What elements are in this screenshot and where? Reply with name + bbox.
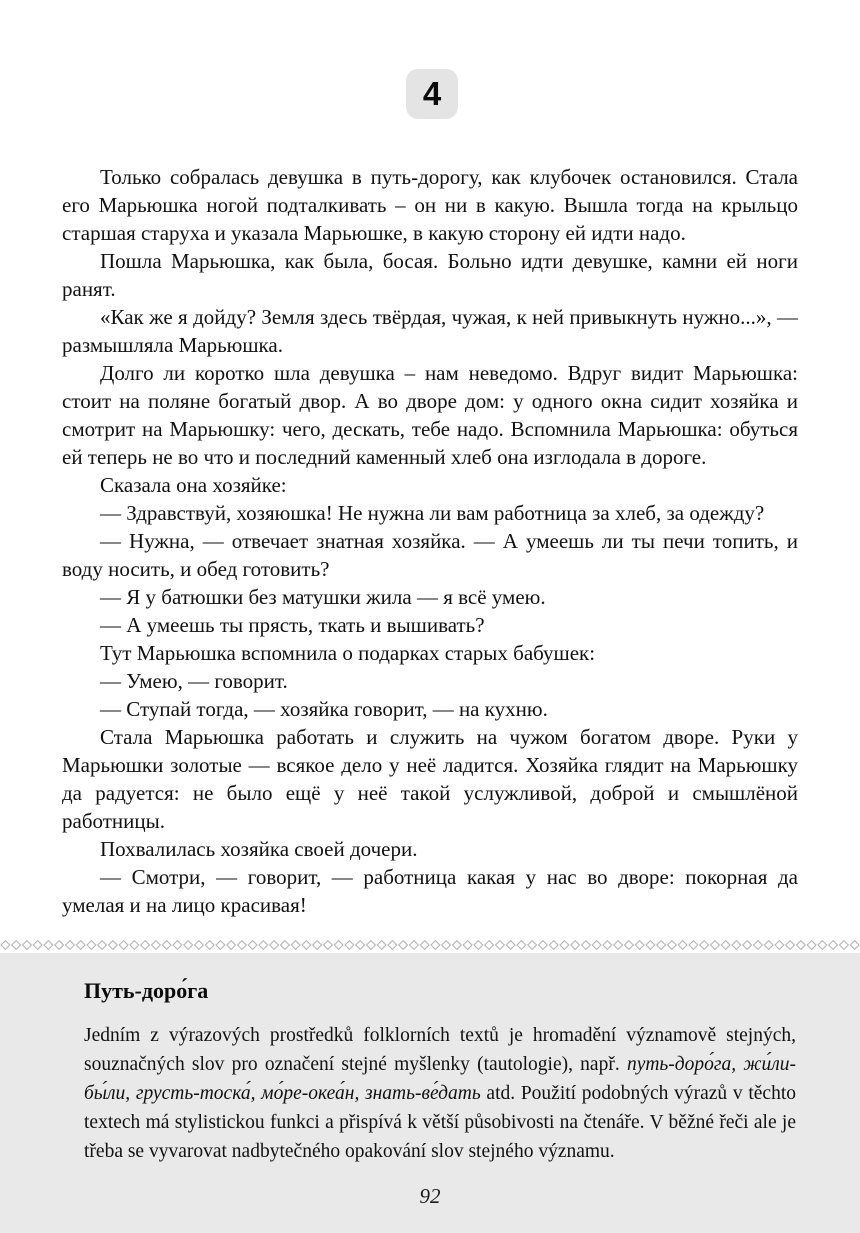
story-paragraph: Долго ли коротко шла девушка – нам неведомо. Вдруг видит Марьюшка: стоит на поляне богатый двор. А во дворе дом: у одного окна сидит хозяйка и смотрит на Марьюшку: чего, дескать, тебе надо. Вспомнила Марьюшка: обуться ей теперь не во что и последний каменный хлеб она изглодала в дороге. — [62, 361, 798, 469]
story-paragraph: Стала Марьюшка работать и служить на чужом богатом дворе. Руки у Марьюшки золотые — всякое дело у неё ладится. Хозяйка глядит на Марьюшку да радуется: не было ещё у неё такой услужливой, доброй и смышлёной работницы. — [62, 725, 798, 833]
story-paragraph: — Я у батюшки без матушки жила — я всё умею. — [100, 585, 546, 609]
story-paragraph: Тут Марьюшка вспомнила о подарках старых бабушек: — [100, 641, 596, 665]
chapter-number: 4 — [422, 75, 442, 112]
commentary-heading: Путь-доро́га — [84, 978, 209, 1003]
page-number: 92 — [419, 1184, 441, 1208]
story-paragraph: — А умеешь ты прясть, ткать и вышивать? — [100, 613, 485, 637]
story-paragraph: «Как же я дойду? Земля здесь твёрдая, чужая, к ней привыкнуть нужно...», — размышляла Марьюшка. — [62, 305, 798, 357]
story-text-block — [62, 163, 798, 919]
chapter-number-badge — [406, 69, 458, 119]
commentary-paragraph: Jedním z výrazových prostředků folklorních textů je hromadění významově stejných, souznačných slov pro označení stejné myšlenky (tautologie), např. путь-доро́га, жи́ли-бы́ли, грусть-тоска́, мо́ре-океа́н, знать-ве́дать atd. Použití podobných výrazů v těchto textech má stylistickou funkci a přispívá k větší působivosti na čtenáře. V běžné řeči ale je třeba se vyvarovat nadbytečného opakování slov stejného významu. — [84, 1025, 796, 1162]
story-paragraph: Пошла Марьюшка, как была, босая. Больно идти девушке, камни ей ноги ранят. — [62, 249, 798, 301]
story-paragraph: Только собралась девушка в путь-дорогу, как клубочек остановился. Стала его Марьюшка ногой подталкивать – он ни в какую. Вышла тогда на крыльцо старшая старуха и указала Марьюшке, в какую сторону ей идти надо. — [62, 165, 798, 245]
story-paragraph: — Здравствуй, хозяюшка! Не нужна ли вам работница за хлеб, за одежду? — [100, 501, 765, 525]
story-paragraph: Сказала она хозяйке: — [100, 473, 287, 497]
story-paragraph: — Нужна, — отвечает знатная хозяйка. — А умеешь ли ты печи топить, и воду носить, и обед готовить? — [62, 529, 798, 581]
story-paragraph: — Ступай тогда, — хозяйка говорит, — на кухню. — [100, 697, 548, 721]
story-paragraph: — Умею, — говорит. — [100, 669, 288, 693]
story-paragraph: Похвалилась хозяйка своей дочери. — [100, 837, 418, 861]
story-paragraph: — Смотри, — говорит, — работница какая у нас во дворе: покорная да умелая и на лицо красивая! — [62, 865, 798, 917]
diamond-border-decoration — [0, 936, 860, 954]
